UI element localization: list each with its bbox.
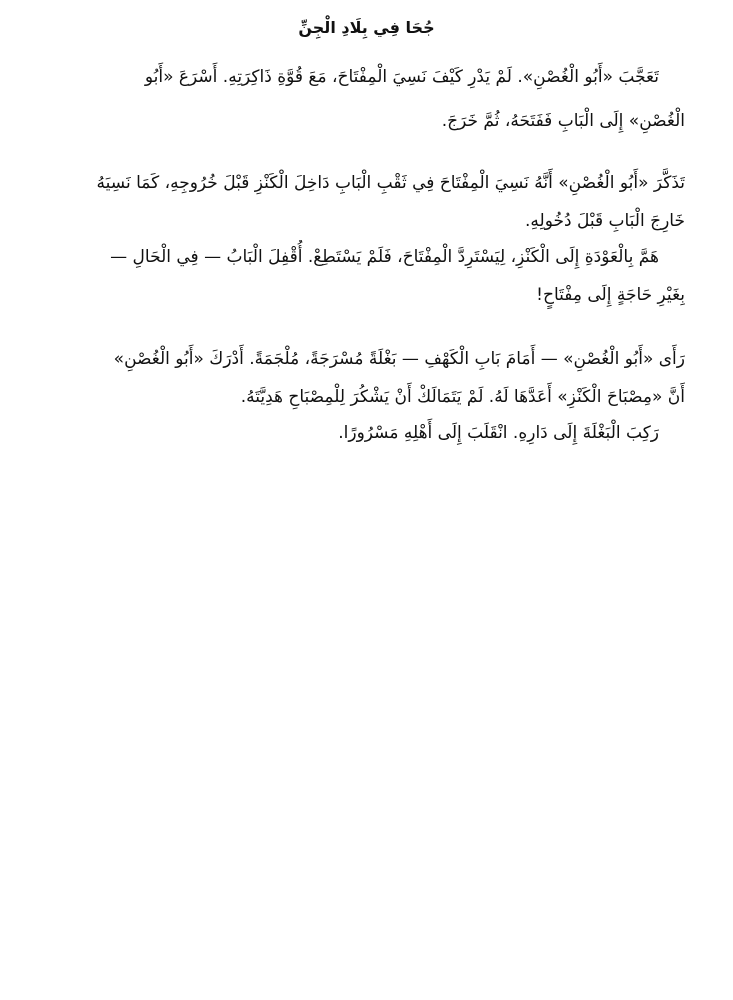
paragraph-1-line-1: تَعَجَّبَ «أَبُو الْغُصْنِ». لَمْ يَدْرِ كَيْفَ نَسِيَ الْمِفْتَاحَ، مَعَ قُوَّةِ ذَاكِرَتِهِ. أَسْرَعَ «أَبُو [144, 67, 659, 87]
paragraph-4-line-2: أَنَّ «مِصْبَاحَ الْكَنْزِ» أَعَدَّهَا لَهُ. لَمْ يَتَمَالَكْ أَنْ يَشْكُرَ لِلْمِصْبَاحِ هَدِيَّتَهُ. [240, 387, 685, 407]
paragraph-2-line-1: تَذَكَّرَ «أَبُو الْغُصْنِ» أَنَّهُ نَسِيَ الْمِفْتَاحَ فِي ثَقْبِ الْبَابِ دَاخِلَ الْكَنْزِ قَبْلَ خُرُوجِهِ، كَمَا نَسِيَهُ [96, 173, 685, 193]
page-title: جُحَا فِي بِلَادِ الْجِنِّ [298, 18, 435, 37]
paragraph-1-line-2: الْغُصْنِ» إِلَى الْبَابِ فَفَتَحَهُ، ثُمَّ خَرَجَ. [441, 111, 685, 131]
paragraph-5-line-1: رَكِبَ الْبَغْلَةَ إِلَى دَارِهِ. انْقَلَبَ إِلَى أَهْلِهِ مَسْرُورًا. [338, 423, 659, 443]
paragraph-4-line-1: رَأَى «أَبُو الْغُصْنِ» — أَمَامَ بَابِ الْكَهْفِ — بَغْلَةً مُسْرَجَةً، مُلْجَمَةً. أَدْرَكَ «أَبُو الْغُصْنِ» [113, 349, 685, 369]
paragraph-3-line-1: هَمَّ بِالْعَوْدَةِ إِلَى الْكَنْزِ، لِيَسْتَرِدَّ الْمِفْتَاحَ، فَلَمْ يَسْتَطِعْ. أُقْفِلَ الْبَابُ — فِي الْحَالِ — [110, 247, 659, 267]
paragraph-3-line-2: بِغَيْرِ حَاجَةٍ إِلَى مِفْتَاحٍ! [536, 285, 685, 305]
paragraph-2-line-2: خَارِجَ الْبَابِ قَبْلَ دُخُولِهِ. [525, 211, 685, 231]
